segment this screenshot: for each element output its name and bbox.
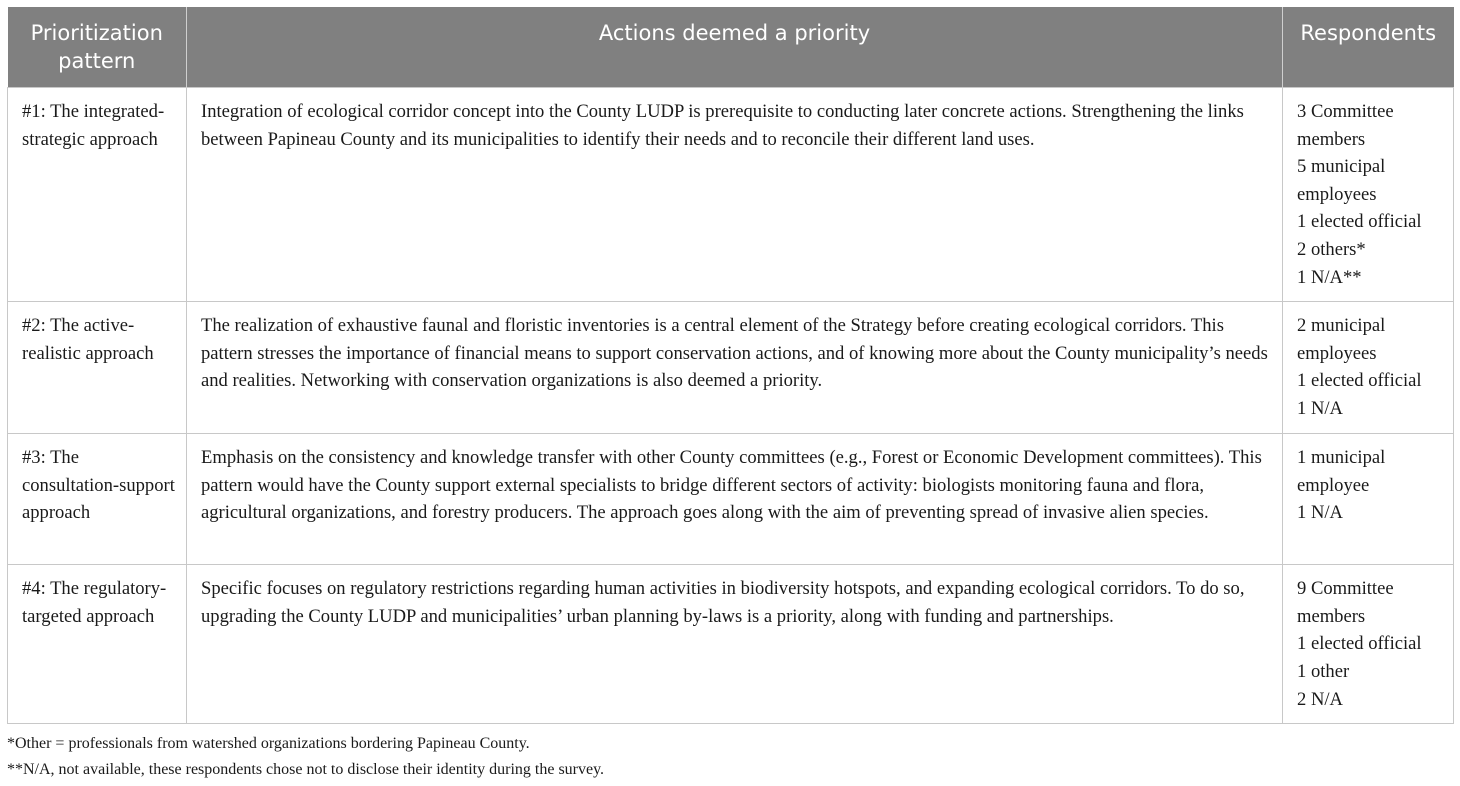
- table-row: [8, 434, 1454, 565]
- respondents-cell: [1283, 88, 1454, 302]
- footnote-na: **N/A, not available, these respondents chose not to disclose their identity during the survey.: [7, 761, 605, 778]
- actions-cell: Integration of ecological corridor concept into the County LUDP is prerequisite to conducting later concrete actions. Strengthening the links between Papineau County and its municipalities to identify their needs and to reconcile their different land uses.: [187, 88, 1283, 302]
- pattern-cell: #1: The integrated-strategic approach: [8, 88, 187, 302]
- pattern-cell: #2: The active-realistic approach: [8, 302, 187, 434]
- respondents-cell: [1283, 302, 1454, 434]
- respondent-line: 2 municipal employees: [1297, 315, 1386, 364]
- actions-cell: The realization of exhaustive faunal and floristic inventories is a central element of the Strategy before creating ecological corridors. This pattern stresses the importance of financial means to support conservation actions, and of knowing more about the County municipality’s needs and realities. Networking with conservation organizations is also deemed a priority.: [187, 302, 1283, 434]
- respondent-line: 1 N/A: [1297, 397, 1343, 419]
- header-actions: Actions deemed a priority: [187, 7, 1283, 88]
- respondents-cell: [1283, 565, 1454, 724]
- respondent-line: 1 N/A**: [1297, 266, 1362, 288]
- header-respondents: Respondents: [1283, 7, 1454, 88]
- respondent-line: 1 N/A: [1297, 502, 1343, 524]
- respondent-line: 5 municipal employees: [1297, 156, 1386, 205]
- table-footnotes: [7, 731, 604, 783]
- table-header-row: [8, 7, 1454, 88]
- respondent-line: 1 elected official: [1297, 211, 1422, 233]
- respondent-line: 1 municipal employee: [1297, 447, 1386, 496]
- actions-cell: Specific focuses on regulatory restrictions regarding human activities in biodiversity hotspots, and expanding ecological corridors. To do so, upgrading the County LUDP and municipalities’ urban planning by-laws is a priority, along with funding and partnerships.: [187, 565, 1283, 724]
- footnote-other: *Other = professionals from watershed organizations bordering Papineau County.: [7, 735, 530, 752]
- table-row: [8, 565, 1454, 724]
- respondent-line: 1 elected official: [1297, 370, 1422, 392]
- respondent-line: 9 Committee members: [1297, 578, 1394, 627]
- table-row: [8, 88, 1454, 302]
- respondent-line: 1 elected official: [1297, 633, 1422, 655]
- respondents-cell: [1283, 434, 1454, 565]
- respondent-line: 1 other: [1297, 660, 1350, 682]
- table-row: [8, 302, 1454, 434]
- respondent-line: 2 others*: [1297, 238, 1366, 260]
- priority-table-container: [7, 7, 1453, 724]
- header-prioritization-pattern: Prioritization pattern: [8, 7, 187, 88]
- pattern-cell: #3: The consultation-support approach: [8, 434, 187, 565]
- pattern-cell: #4: The regulatory-targeted approach: [8, 565, 187, 724]
- actions-cell: Emphasis on the consistency and knowledge transfer with other County committees (e.g., Forest or Economic Development committees). This pattern would have the County support external specialists to bridge different sectors of activity: biologists monitoring fauna and flora, agricultural organizations, and forestry producers. The approach goes along with the aim of preventing spread of invasive alien species.: [187, 434, 1283, 565]
- respondent-line: 2 N/A: [1297, 688, 1343, 710]
- respondent-line: 3 Committee members: [1297, 101, 1394, 150]
- priority-table: [7, 7, 1454, 724]
